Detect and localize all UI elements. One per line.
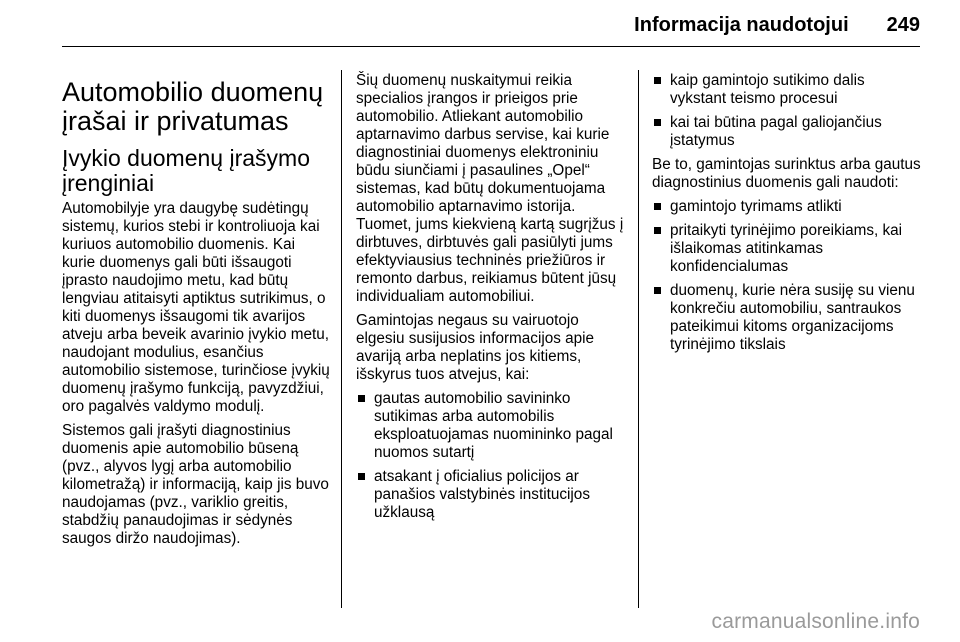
column-1 [62, 72, 330, 554]
list-item: gamintojo tyrimams atlikti [652, 198, 922, 216]
page-number: 249 [886, 14, 920, 36]
chapter-heading: Automobilio duomenų įrašai ir privatumas [62, 77, 324, 136]
section-title: Informacija naudotojui [634, 14, 849, 36]
column-divider [638, 70, 639, 608]
paragraph: Be to, gamintojas surinktus arba gautus diagnostinius duomenis gali naudoti: [652, 156, 921, 191]
paragraph: Gamintojas negaus su vairuotojo elgesiu susijusios informacijos apie avariją arba neplatins jos kitiems, išskyrus tuos atvejus, kai: [356, 312, 595, 383]
paragraph: Sistemos gali įrašyti diagnostinius duomenis apie automobilio būseną (pvz., alyvos lygį arba automobilio kilometražą) ir informaciją, kaip jis buvo naudojamas (pvz., variklio greitis, stabdžių panaudojimas ir sėdynės saugos diržo naudojimas). [62, 422, 329, 547]
section-heading: Įvykio duomenų įrašymo įrenginiai [62, 145, 310, 196]
bullet-list [356, 390, 626, 522]
paragraph: Šių duomenų nuskaitymui reikia specialios įrangos ir prieigos prie automobilio. Atliekant automobilio aptarnavimo darbus servise, kai kurie diagnostiniai duomenys elektroniniu būdu siunčiami į pasaulines „Opel“ sistemas, kad būtų dokumentuojama automobilio aptarnavimo istorija. Tuomet, jums kiekvieną kartą sugrįžus į dirbtuves, dirbtuvės gali pasiūlyti jums efektyviausius techninės priežiūros ir remonto darbus, reikiamus būtent jūsų individualiam automobiliui. [356, 72, 624, 305]
list-item: kai tai būtina pagal galiojančius įstatymus [652, 114, 922, 150]
list-item: kaip gamintojo sutikimo dalis vykstant teismo procesui [652, 72, 922, 108]
list-item: pritaikyti tyrinėjimo poreikiams, kai išlaikomas atitinkamas konfidencialumas [652, 222, 922, 276]
watermark: carmanualsonline.info [711, 610, 920, 633]
header-rule [62, 46, 920, 47]
column-divider [341, 70, 342, 608]
bullet-list [652, 72, 922, 150]
list-item: duomenų, kurie nėra susiję su vienu konkrečiu automobiliu, santraukos pateikimui kitoms organizacijoms tyrinėjimo tikslais [652, 282, 922, 354]
running-header [634, 14, 920, 37]
paragraph: Automobilyje yra daugybę sudėtingų sistemų, kurios stebi ir kontroliuoja kai kuriuos automobilio duomenis. Kai kurie duomenys gali būti išsaugoti įprasto naudojimo metu, kad būtų lengviau atitaisyti aptiktus sutrikimus, o kiti duomenys išsaugomi tik avarijos atveju arba beveik avarinio įvykio metu, naudojant modulius, esančius automobilio sistemose, turinčiose įvykių duomenų įrašymo funkciją, pavyzdžiui, oro pagalvės valdymo modulį. [62, 200, 330, 415]
column-2 [356, 72, 626, 528]
column-3 [652, 72, 922, 360]
bullet-list [652, 198, 922, 354]
list-item: gautas automobilio savininko sutikimas arba automobilis eksploatuojamas nuomininko pagal nuomos sutartį [356, 390, 626, 462]
list-item: atsakant į oficialius policijos ar panašios valstybinės institucijos užklausą [356, 468, 626, 522]
